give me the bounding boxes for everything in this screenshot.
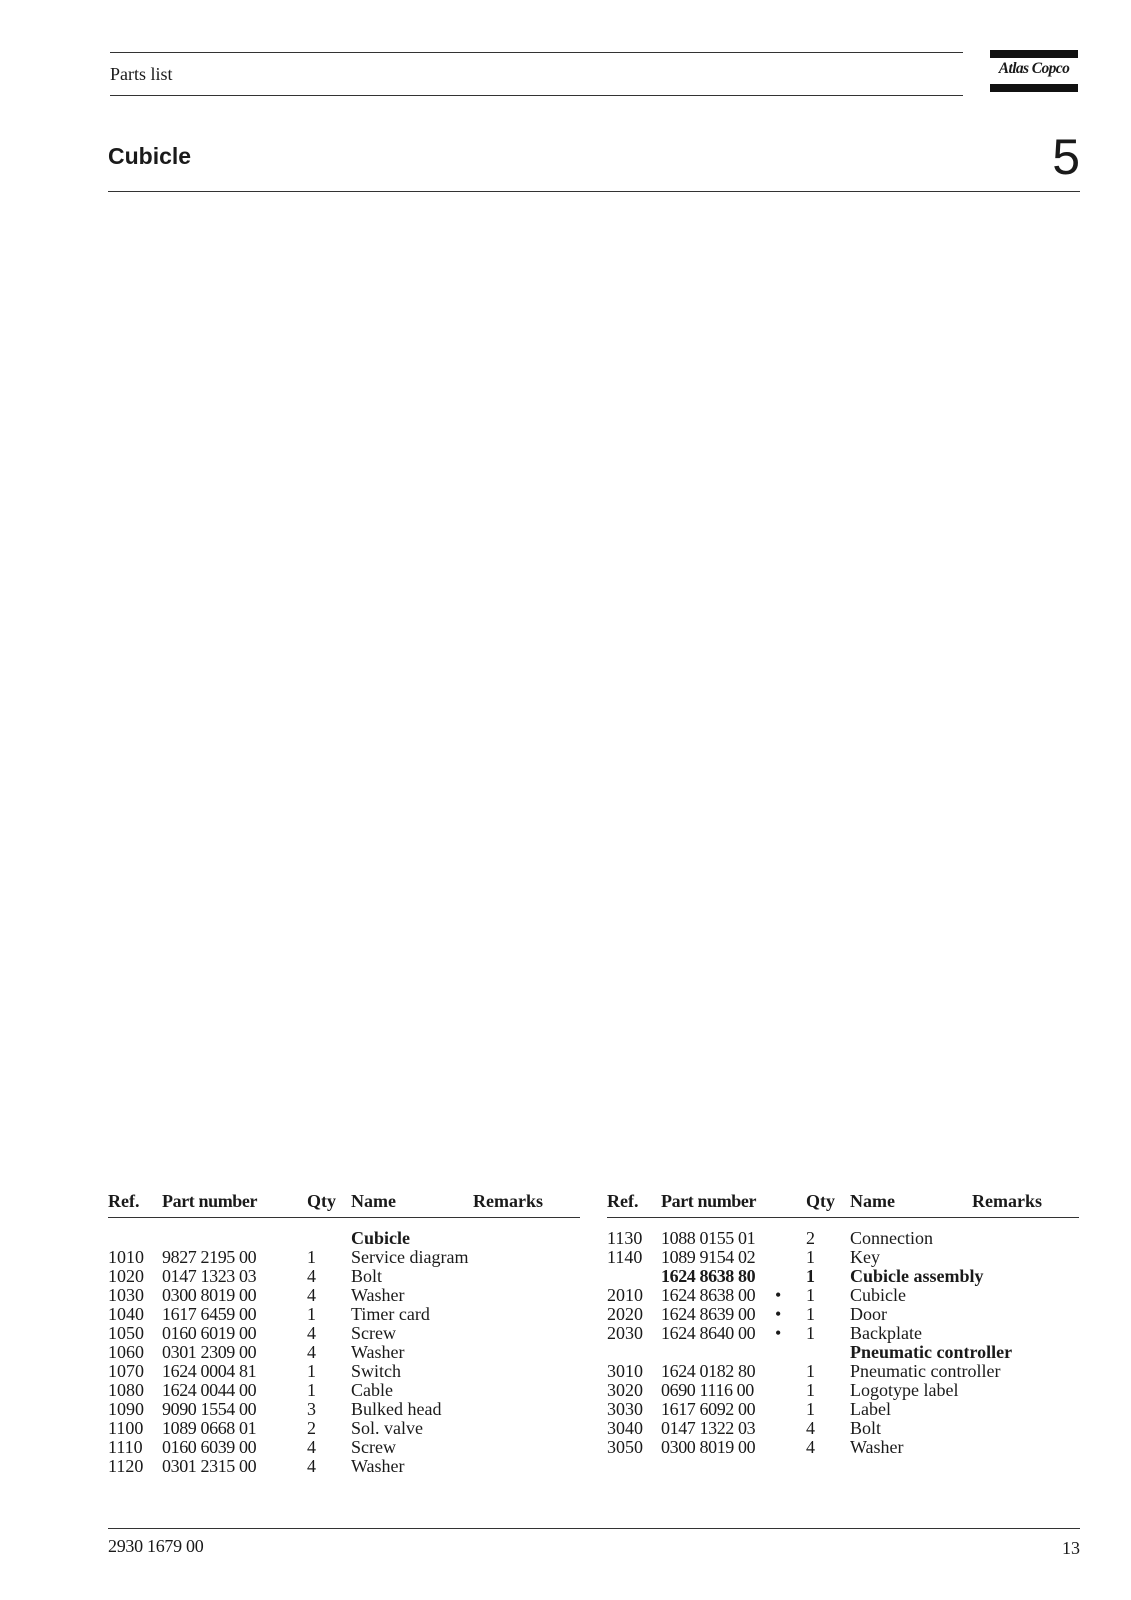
cell-name: Cubicle assembly (850, 1266, 984, 1286)
cell-name: Bolt (850, 1418, 882, 1438)
parts-table-left (108, 1192, 580, 1476)
cell-ref: 1140 (607, 1247, 643, 1267)
table-row (607, 1248, 1079, 1267)
cell-name: Washer (351, 1285, 405, 1305)
table-row (607, 1362, 1079, 1381)
table-row (607, 1267, 1079, 1286)
cell-bullet: • (775, 1285, 782, 1305)
cell-name: Connection (850, 1228, 933, 1248)
cell-ref: 1030 (108, 1285, 144, 1305)
table-row (108, 1267, 580, 1286)
cell-name: Label (850, 1399, 891, 1419)
cell-qty: 1 (806, 1380, 815, 1400)
cell-ref: 1040 (108, 1304, 144, 1324)
cell-part-number: 9827 2195 00 (162, 1247, 257, 1267)
cell-name: Screw (351, 1437, 396, 1457)
cell-ref: 1070 (108, 1361, 144, 1381)
table-row (607, 1419, 1079, 1438)
cell-name: Washer (850, 1437, 904, 1457)
cell-part-number: 1624 8639 00 (661, 1304, 756, 1324)
table-row (607, 1229, 1079, 1248)
cell-part-number: 1617 6459 00 (162, 1304, 257, 1324)
cell-qty: 1 (806, 1399, 815, 1419)
cell-part-number: 0300 8019 00 (661, 1437, 756, 1457)
cell-ref: 3030 (607, 1399, 643, 1419)
cell-name: Bulked head (351, 1399, 442, 1419)
table-body (607, 1229, 1079, 1457)
cell-name: Screw (351, 1323, 396, 1343)
col-name: Name (351, 1191, 396, 1211)
table-body (108, 1229, 580, 1476)
cell-part-number: 1617 6092 00 (661, 1399, 756, 1419)
table-row (108, 1324, 580, 1343)
cell-ref: 2020 (607, 1304, 643, 1324)
table-row (108, 1229, 580, 1248)
header-label: Parts list (110, 64, 173, 84)
cell-ref: 3020 (607, 1380, 643, 1400)
cell-qty: 1 (806, 1266, 815, 1286)
table-row (607, 1343, 1079, 1362)
table-header (607, 1192, 1079, 1214)
table-row (108, 1286, 580, 1305)
cell-name: Washer (351, 1342, 405, 1362)
header-bottom-rule (110, 95, 963, 96)
cell-qty: 4 (806, 1418, 815, 1438)
section-rule (108, 191, 1080, 192)
cell-qty: 1 (307, 1247, 316, 1267)
cell-part-number: 0160 6039 00 (162, 1437, 257, 1457)
cell-part-number: 0300 8019 00 (162, 1285, 257, 1305)
cell-qty: 4 (307, 1323, 316, 1343)
cell-ref: 1130 (607, 1228, 643, 1248)
cell-qty: 3 (307, 1399, 316, 1419)
cell-ref: 1120 (108, 1456, 144, 1476)
table-row (108, 1400, 580, 1419)
cell-qty: 1 (806, 1304, 815, 1324)
table-row (108, 1457, 580, 1476)
cell-part-number: 1624 8638 80 (661, 1266, 756, 1286)
cell-part-number: 1088 0155 01 (661, 1228, 756, 1248)
table-header (108, 1192, 580, 1214)
table-row (607, 1381, 1079, 1400)
cell-part-number: 1624 0182 80 (661, 1361, 756, 1381)
cell-part-number: 1624 8638 00 (661, 1285, 756, 1305)
cell-qty: 4 (307, 1437, 316, 1457)
table-row (108, 1381, 580, 1400)
section-title: Cubicle (108, 143, 192, 169)
cell-name: Pneumatic controller (850, 1361, 1001, 1381)
cell-part-number: 0147 1322 03 (661, 1418, 756, 1438)
table-row (108, 1438, 580, 1457)
table-row (108, 1248, 580, 1267)
cell-qty: 1 (307, 1304, 316, 1324)
table-header-rule (108, 1217, 580, 1218)
cell-ref: 3010 (607, 1361, 643, 1381)
cell-qty: 1 (806, 1285, 815, 1305)
col-name: Name (850, 1191, 895, 1211)
cell-part-number: 0160 6019 00 (162, 1323, 257, 1343)
table-row (607, 1305, 1079, 1324)
cell-part-number: 1624 8640 00 (661, 1323, 756, 1343)
table-row (607, 1438, 1079, 1457)
cell-qty: 4 (307, 1285, 316, 1305)
cell-ref: 1090 (108, 1399, 144, 1419)
cell-name: Cubicle (850, 1285, 906, 1305)
cell-part-number: 0301 2315 00 (162, 1456, 257, 1476)
cell-ref: 2010 (607, 1285, 643, 1305)
footer-rule (108, 1528, 1080, 1529)
cell-qty: 4 (806, 1437, 815, 1457)
table-row (607, 1324, 1079, 1343)
cell-qty: 4 (307, 1456, 316, 1476)
cell-qty: 4 (307, 1342, 316, 1362)
cell-ref: 3040 (607, 1418, 643, 1438)
cell-qty: 4 (307, 1266, 316, 1286)
col-qty: Qty (307, 1191, 336, 1211)
cell-qty: 1 (806, 1247, 815, 1267)
cell-part-number: 9090 1554 00 (162, 1399, 257, 1419)
document-number: 2930 1679 00 (108, 1536, 204, 1556)
cell-ref: 1050 (108, 1323, 144, 1343)
cell-name: Bolt (351, 1266, 383, 1286)
cell-part-number: 1624 0004 81 (162, 1361, 257, 1381)
cell-qty: 1 (307, 1361, 316, 1381)
cell-name: Door (850, 1304, 887, 1324)
col-qty: Qty (806, 1191, 835, 1211)
cell-part-number: 0301 2309 00 (162, 1342, 257, 1362)
section-number: 5 (1052, 129, 1080, 185)
cell-qty: 1 (806, 1361, 815, 1381)
atlas-copco-logo (990, 48, 1078, 93)
cell-ref: 1110 (108, 1437, 143, 1457)
cell-name: Cubicle (351, 1228, 411, 1248)
col-ref: Ref. (607, 1191, 639, 1211)
cell-part-number: 1089 0668 01 (162, 1418, 257, 1438)
cell-qty: 1 (806, 1323, 815, 1343)
cell-name: Switch (351, 1361, 402, 1381)
cell-name: Service diagram (351, 1247, 469, 1267)
table-row (108, 1305, 580, 1324)
col-remarks: Remarks (972, 1191, 1042, 1211)
cell-name: Sol. valve (351, 1418, 423, 1438)
cell-part-number: 1624 0044 00 (162, 1380, 257, 1400)
cell-ref: 1080 (108, 1380, 144, 1400)
cell-name: Timer card (351, 1304, 430, 1324)
table-row (108, 1362, 580, 1381)
header-top-rule (110, 52, 963, 53)
cell-ref: 2030 (607, 1323, 643, 1343)
cell-name: Pneumatic controller (850, 1342, 1013, 1362)
cell-ref: 1020 (108, 1266, 144, 1286)
page-number: 13 (1062, 1538, 1080, 1558)
table-row (108, 1343, 580, 1362)
col-remarks: Remarks (473, 1191, 543, 1211)
illustration-area (108, 200, 1080, 1180)
cell-qty: 2 (806, 1228, 815, 1248)
cell-part-number: 1089 9154 02 (661, 1247, 756, 1267)
table-row (108, 1419, 580, 1438)
cell-part-number: 0147 1323 03 (162, 1266, 257, 1286)
table-row (607, 1286, 1079, 1305)
cell-name: Backplate (850, 1323, 922, 1343)
table-row (607, 1400, 1079, 1419)
col-part-number: Part number (162, 1191, 258, 1211)
table-header-rule (607, 1217, 1079, 1218)
cell-name: Cable (351, 1380, 393, 1400)
cell-qty: 2 (307, 1418, 316, 1438)
cell-ref: 1100 (108, 1418, 144, 1438)
logo-wordmark: Atlas Copco (998, 60, 1070, 77)
cell-name: Washer (351, 1456, 405, 1476)
cell-ref: 1010 (108, 1247, 144, 1267)
cell-bullet: • (775, 1323, 782, 1343)
cell-part-number: 0690 1116 00 (661, 1380, 754, 1400)
cell-name: Logotype label (850, 1380, 959, 1400)
col-part-number: Part number (661, 1191, 757, 1211)
col-ref: Ref. (108, 1191, 140, 1211)
parts-table-right (607, 1192, 1079, 1457)
cell-ref: 3050 (607, 1437, 643, 1457)
cell-name: Key (850, 1247, 880, 1267)
cell-qty: 1 (307, 1380, 316, 1400)
cell-bullet: • (775, 1304, 782, 1324)
cell-ref: 1060 (108, 1342, 144, 1362)
